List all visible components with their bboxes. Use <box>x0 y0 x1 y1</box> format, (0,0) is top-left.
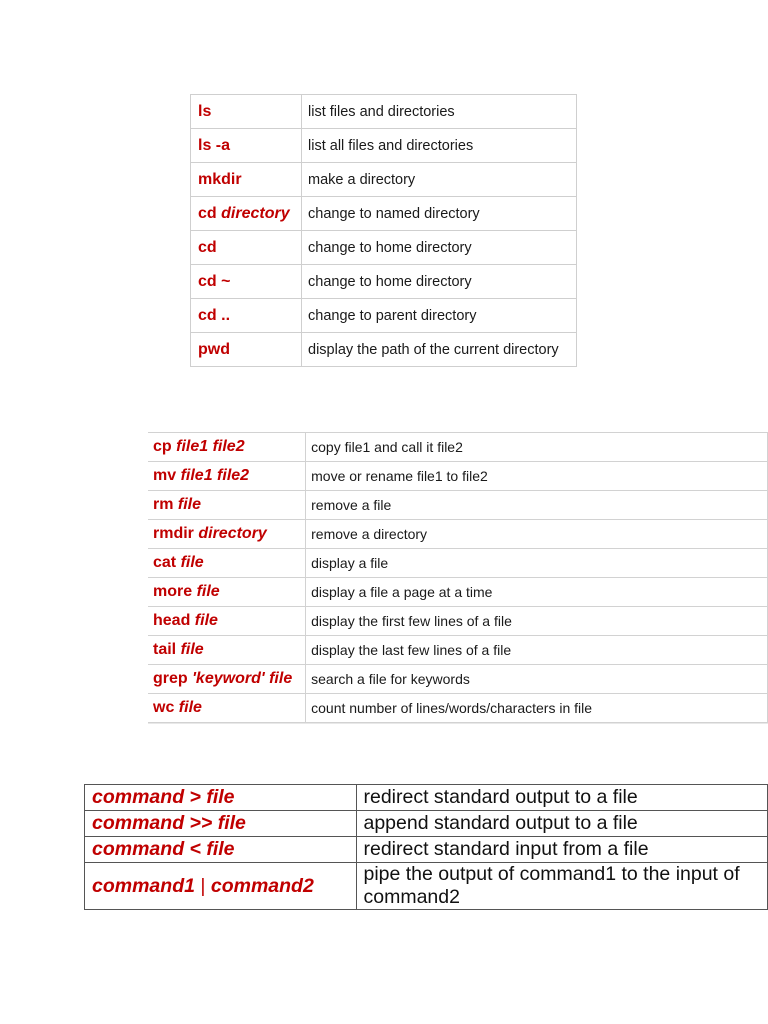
command-cell <box>191 265 302 299</box>
command-argument: file <box>194 612 218 629</box>
description-cell: display the first few lines of a file <box>306 607 768 636</box>
command-cell <box>148 694 306 723</box>
command-name: rm <box>153 496 178 513</box>
command-name: tail <box>153 641 181 658</box>
table-row <box>191 231 577 265</box>
description-cell: change to home directory <box>302 265 577 299</box>
command-cell <box>85 785 357 811</box>
command-name: head <box>153 612 195 629</box>
description-cell: change to home directory <box>302 231 577 265</box>
table-row <box>191 197 577 231</box>
table-row <box>148 665 768 694</box>
command-cell <box>148 491 306 520</box>
command-argument: directory <box>221 204 290 222</box>
command-cell <box>148 607 306 636</box>
command-name: mv <box>153 467 181 484</box>
command-argument: file <box>196 583 220 600</box>
description-cell: move or rename file1 to file2 <box>306 462 768 491</box>
description-cell: remove a directory <box>306 520 768 549</box>
description-cell: search a file for keywords <box>306 665 768 694</box>
table-row <box>85 785 768 811</box>
pipe-symbol: | <box>194 874 211 897</box>
command-name: cd ~ <box>198 272 231 290</box>
command-cell <box>148 520 306 549</box>
description-cell: append standard output to a file <box>357 811 768 837</box>
table-row <box>191 333 577 367</box>
command-name: pwd <box>198 340 230 358</box>
command-cell <box>191 95 302 129</box>
command-name: cd <box>198 238 217 256</box>
command-name: cat <box>153 554 181 571</box>
description-cell: copy file1 and call it file2 <box>306 433 768 462</box>
command-name: mkdir <box>198 170 242 188</box>
command-argument: file1 file2 <box>176 438 245 455</box>
table-row <box>148 491 768 520</box>
file-commands-table <box>148 432 768 723</box>
redirection-table <box>84 784 768 910</box>
description-cell: pipe the output of command1 to the input of command2 <box>357 863 768 910</box>
command-cell <box>148 636 306 665</box>
table-row <box>148 607 768 636</box>
table-row <box>85 863 768 910</box>
command-name: command > file <box>92 786 235 808</box>
command-argument: file <box>178 699 202 716</box>
description-cell: display a file a page at a time <box>306 578 768 607</box>
command-name: wc <box>153 699 179 716</box>
table-row <box>191 299 577 333</box>
command-name: command2 <box>210 874 314 897</box>
table-row <box>148 462 768 491</box>
description-cell: display the path of the current directory <box>302 333 577 367</box>
table-row <box>191 129 577 163</box>
description-cell: display the last few lines of a file <box>306 636 768 665</box>
command-name: cp <box>153 438 177 455</box>
command-cell <box>85 863 357 910</box>
command-cell <box>85 811 357 837</box>
table-row <box>148 549 768 578</box>
description-cell: list all files and directories <box>302 129 577 163</box>
table-row <box>191 265 577 299</box>
command-argument: file <box>180 554 204 571</box>
description-cell: display a file <box>306 549 768 578</box>
command-cell <box>191 197 302 231</box>
table-row <box>148 694 768 723</box>
description-cell: redirect standard output to a file <box>357 785 768 811</box>
description-cell: remove a file <box>306 491 768 520</box>
command-cell <box>191 129 302 163</box>
command-cell <box>148 462 306 491</box>
command-cell <box>191 163 302 197</box>
table-row <box>85 837 768 863</box>
table-row <box>148 520 768 549</box>
command-argument: file1 file2 <box>180 467 250 484</box>
description-cell: change to named directory <box>302 197 577 231</box>
table-row <box>148 433 768 462</box>
command-name: rmdir <box>153 525 199 542</box>
basic-commands-table <box>190 94 577 367</box>
command-cell <box>148 578 306 607</box>
command-name: command >> file <box>92 812 246 834</box>
description-cell: change to parent directory <box>302 299 577 333</box>
description-cell: list files and directories <box>302 95 577 129</box>
description-cell: redirect standard input from a file <box>357 837 768 863</box>
command-argument: directory <box>198 525 267 542</box>
command-name: cd .. <box>198 306 231 324</box>
description-cell: make a directory <box>302 163 577 197</box>
command-name: ls <box>198 102 212 120</box>
table-row <box>191 163 577 197</box>
command-cell <box>191 299 302 333</box>
command-cell <box>148 549 306 578</box>
command-name: cd <box>198 204 222 222</box>
table-row <box>191 95 577 129</box>
command-argument: file <box>180 641 204 658</box>
command-cell <box>148 665 306 694</box>
command-name: more <box>153 583 197 600</box>
table-row <box>85 811 768 837</box>
command-name: command < file <box>92 838 235 860</box>
command-cell <box>191 333 302 367</box>
command-cell <box>148 433 306 462</box>
command-name: ls -a <box>198 136 231 154</box>
command-cell <box>85 837 357 863</box>
command-name: grep <box>153 670 193 687</box>
table-row <box>148 636 768 665</box>
command-argument: file <box>177 496 202 513</box>
command-argument: 'keyword' file <box>192 670 293 687</box>
command-cell <box>191 231 302 265</box>
command-name: command1 <box>92 874 195 897</box>
table-row <box>148 578 768 607</box>
description-cell: count number of lines/words/characters in file <box>306 694 768 723</box>
